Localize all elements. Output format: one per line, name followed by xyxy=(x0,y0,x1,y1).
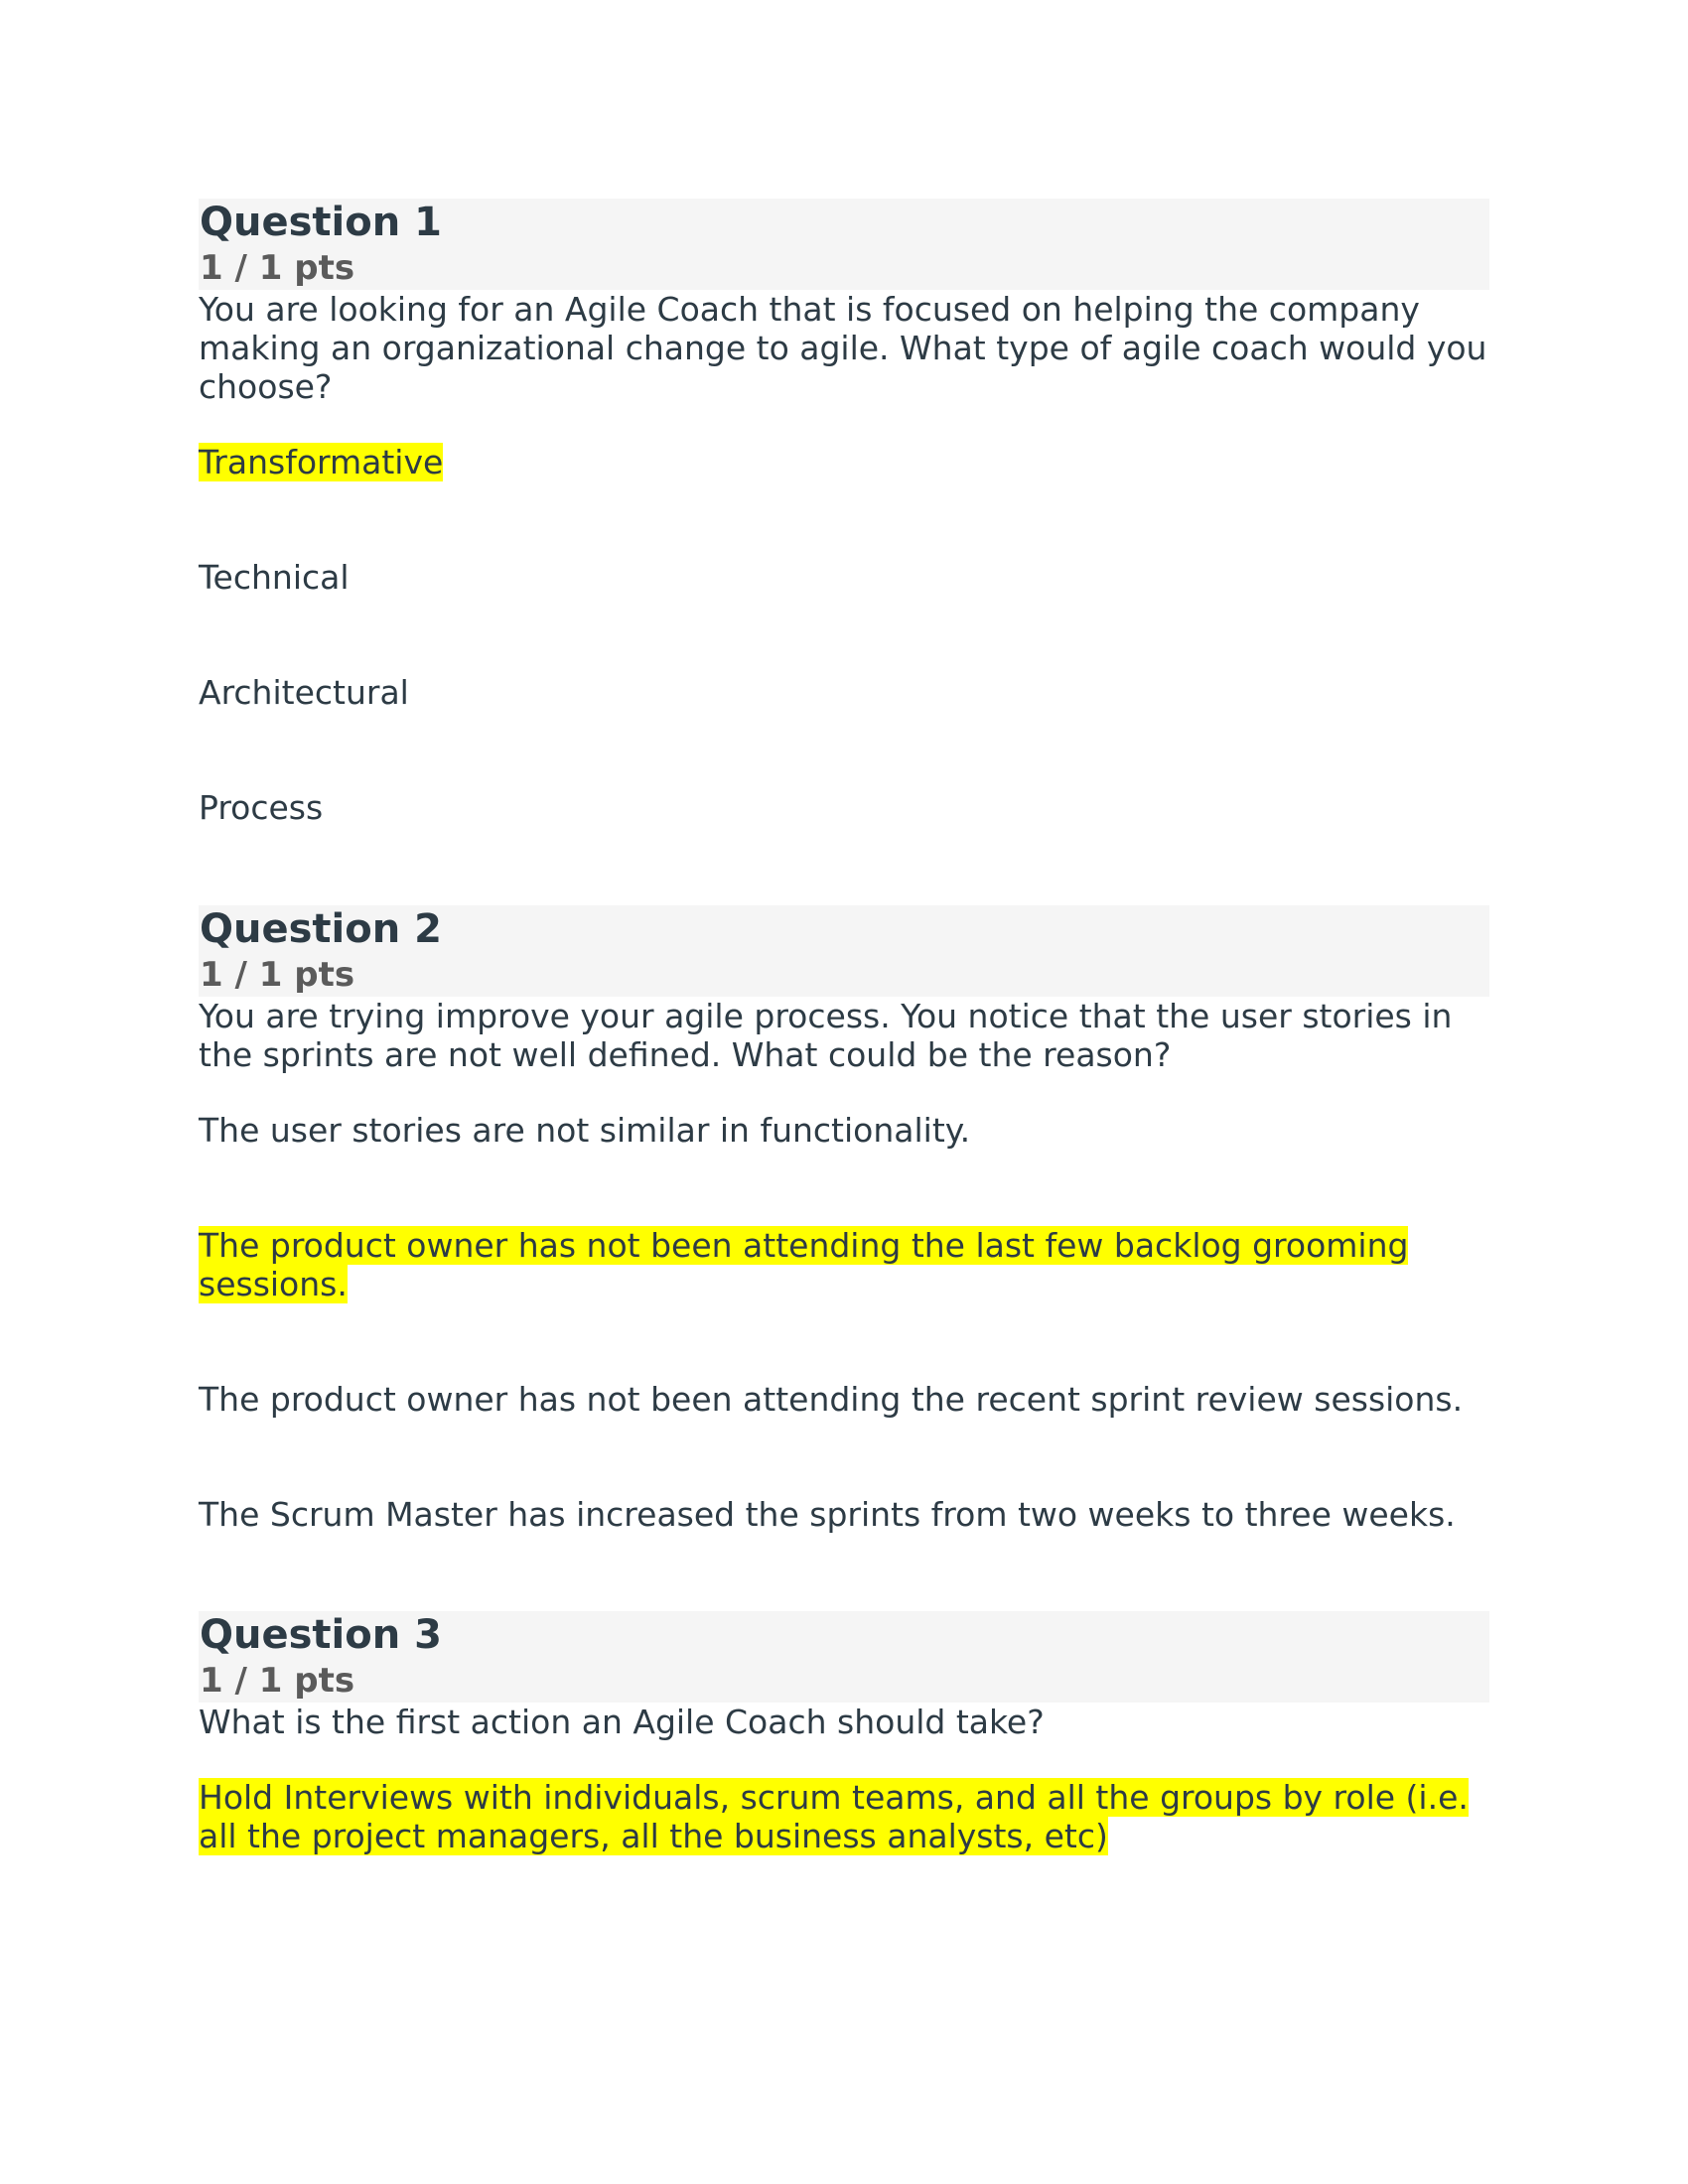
question-text: You are looking for an Agile Coach that is focused on helping the company making an organizational change to agile. What type of agile coach would you choose? xyxy=(199,290,1487,406)
answer-text: The user stories are not similar in functionality. xyxy=(199,1111,971,1150)
answer-text: The product owner has not been attending the recent sprint review sessions. xyxy=(199,1380,1464,1419)
answer-option xyxy=(199,558,1489,597)
answer-option xyxy=(199,673,1489,712)
question-header xyxy=(199,1611,1489,1703)
question-3 xyxy=(199,1611,1489,1855)
answer-text: Technical xyxy=(199,558,350,597)
answer-text: The product owner has not been attending the last few backlog grooming sessions. xyxy=(199,1226,1409,1303)
question-header xyxy=(199,905,1489,997)
question-points: 1 / 1 pts xyxy=(200,955,355,995)
answer-option xyxy=(199,1226,1489,1303)
question-title: Question 3 xyxy=(200,1612,442,1658)
answer-option xyxy=(199,443,1489,481)
question-points: 1 / 1 pts xyxy=(200,1661,355,1701)
answer-option xyxy=(199,788,1489,827)
answer-text: Process xyxy=(199,788,324,827)
question-points: 1 / 1 pts xyxy=(200,248,355,288)
question-text: What is the first action an Agile Coach should take? xyxy=(199,1703,1045,1741)
answer-text: Architectural xyxy=(199,673,409,712)
question-1 xyxy=(199,199,1489,827)
question-title: Question 2 xyxy=(200,906,442,952)
answer-option xyxy=(199,1778,1489,1855)
answer-text: The Scrum Master has increased the sprints from two weeks to three weeks. xyxy=(199,1495,1456,1534)
question-header xyxy=(199,199,1489,290)
question-title: Question 1 xyxy=(200,200,442,245)
answer-option xyxy=(199,1495,1489,1534)
answer-text: Transformative xyxy=(199,443,444,481)
question-2 xyxy=(199,905,1489,1534)
answer-option xyxy=(199,1111,1489,1150)
question-text: You are trying improve your agile process. You notice that the user stories in the sprints are not well defined. What could be the reason? xyxy=(199,997,1453,1074)
answer-option xyxy=(199,1380,1489,1419)
answer-text: Hold Interviews with individuals, scrum teams, and all the groups by role (i.e. all the project managers, all the business analysts, etc) xyxy=(199,1778,1469,1855)
